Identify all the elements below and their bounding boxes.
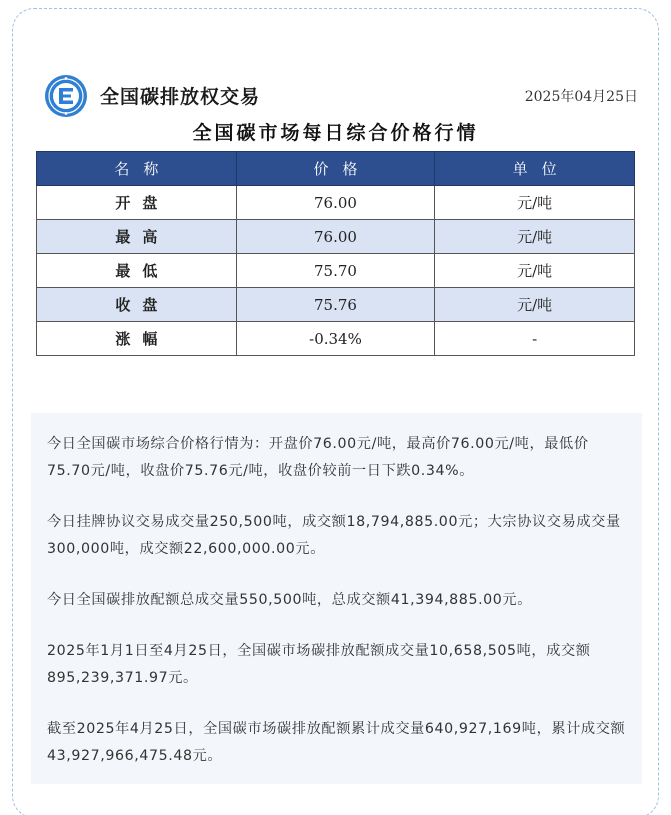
table-row	[37, 288, 635, 322]
table-row	[37, 220, 635, 254]
table-row	[37, 322, 635, 356]
summary-paragraph: 2025年1月1日至4月25日，全国碳市场碳排放配额成交量10,658,505吨，成交额895,239,371.97元。	[47, 643, 591, 686]
row-price: -0.34%	[236, 322, 435, 356]
row-unit: 元/吨	[435, 186, 635, 220]
report-date: 2025年04月25日	[524, 89, 638, 105]
table-row	[37, 186, 635, 220]
column-header-price: 价格	[236, 152, 435, 186]
row-unit: 元/吨	[435, 220, 635, 254]
table-row	[37, 254, 635, 288]
row-unit: 元/吨	[435, 288, 635, 322]
logo-icon	[44, 74, 88, 118]
row-price: 75.76	[236, 288, 435, 322]
row-unit: -	[435, 322, 635, 356]
row-unit: 元/吨	[435, 254, 635, 288]
price-table	[36, 151, 635, 356]
row-name: 开盘	[37, 186, 237, 220]
org-name: 全国碳排放权交易	[100, 86, 261, 108]
row-name: 最低	[37, 254, 237, 288]
header	[44, 74, 638, 118]
row-price: 76.00	[236, 186, 435, 220]
row-price: 76.00	[236, 220, 435, 254]
column-header-name: 名称	[37, 152, 237, 186]
row-name: 最高	[37, 220, 237, 254]
summary-paragraph: 今日挂牌协议交易成交量250,500吨，成交额18,794,885.00元；大宗协议交易成交量300,000吨，成交额22,600,000.00元。	[47, 514, 621, 557]
row-name: 涨幅	[37, 322, 237, 356]
summary-paragraph: 今日全国碳市场综合价格行情为：开盘价76.00元/吨，最高价76.00元/吨，最低价75.70元/吨，收盘价75.76元/吨，收盘价较前一日下跌0.34%。	[47, 436, 589, 479]
column-header-unit: 单位	[435, 152, 635, 186]
page-title: 全国碳市场每日综合价格行情	[192, 122, 479, 144]
summary-paragraph: 今日全国碳排放配额总成交量550,500吨，总成交额41,394,885.00元。	[47, 592, 533, 608]
summary-paragraph: 截至2025年4月25日，全国碳市场碳排放配额累计成交量640,927,169吨，累计成交额43,927,966,475.48元。	[47, 721, 626, 764]
row-price: 75.70	[236, 254, 435, 288]
row-name: 收盘	[37, 288, 237, 322]
summary-box	[31, 413, 642, 784]
table-header-row	[37, 152, 635, 186]
